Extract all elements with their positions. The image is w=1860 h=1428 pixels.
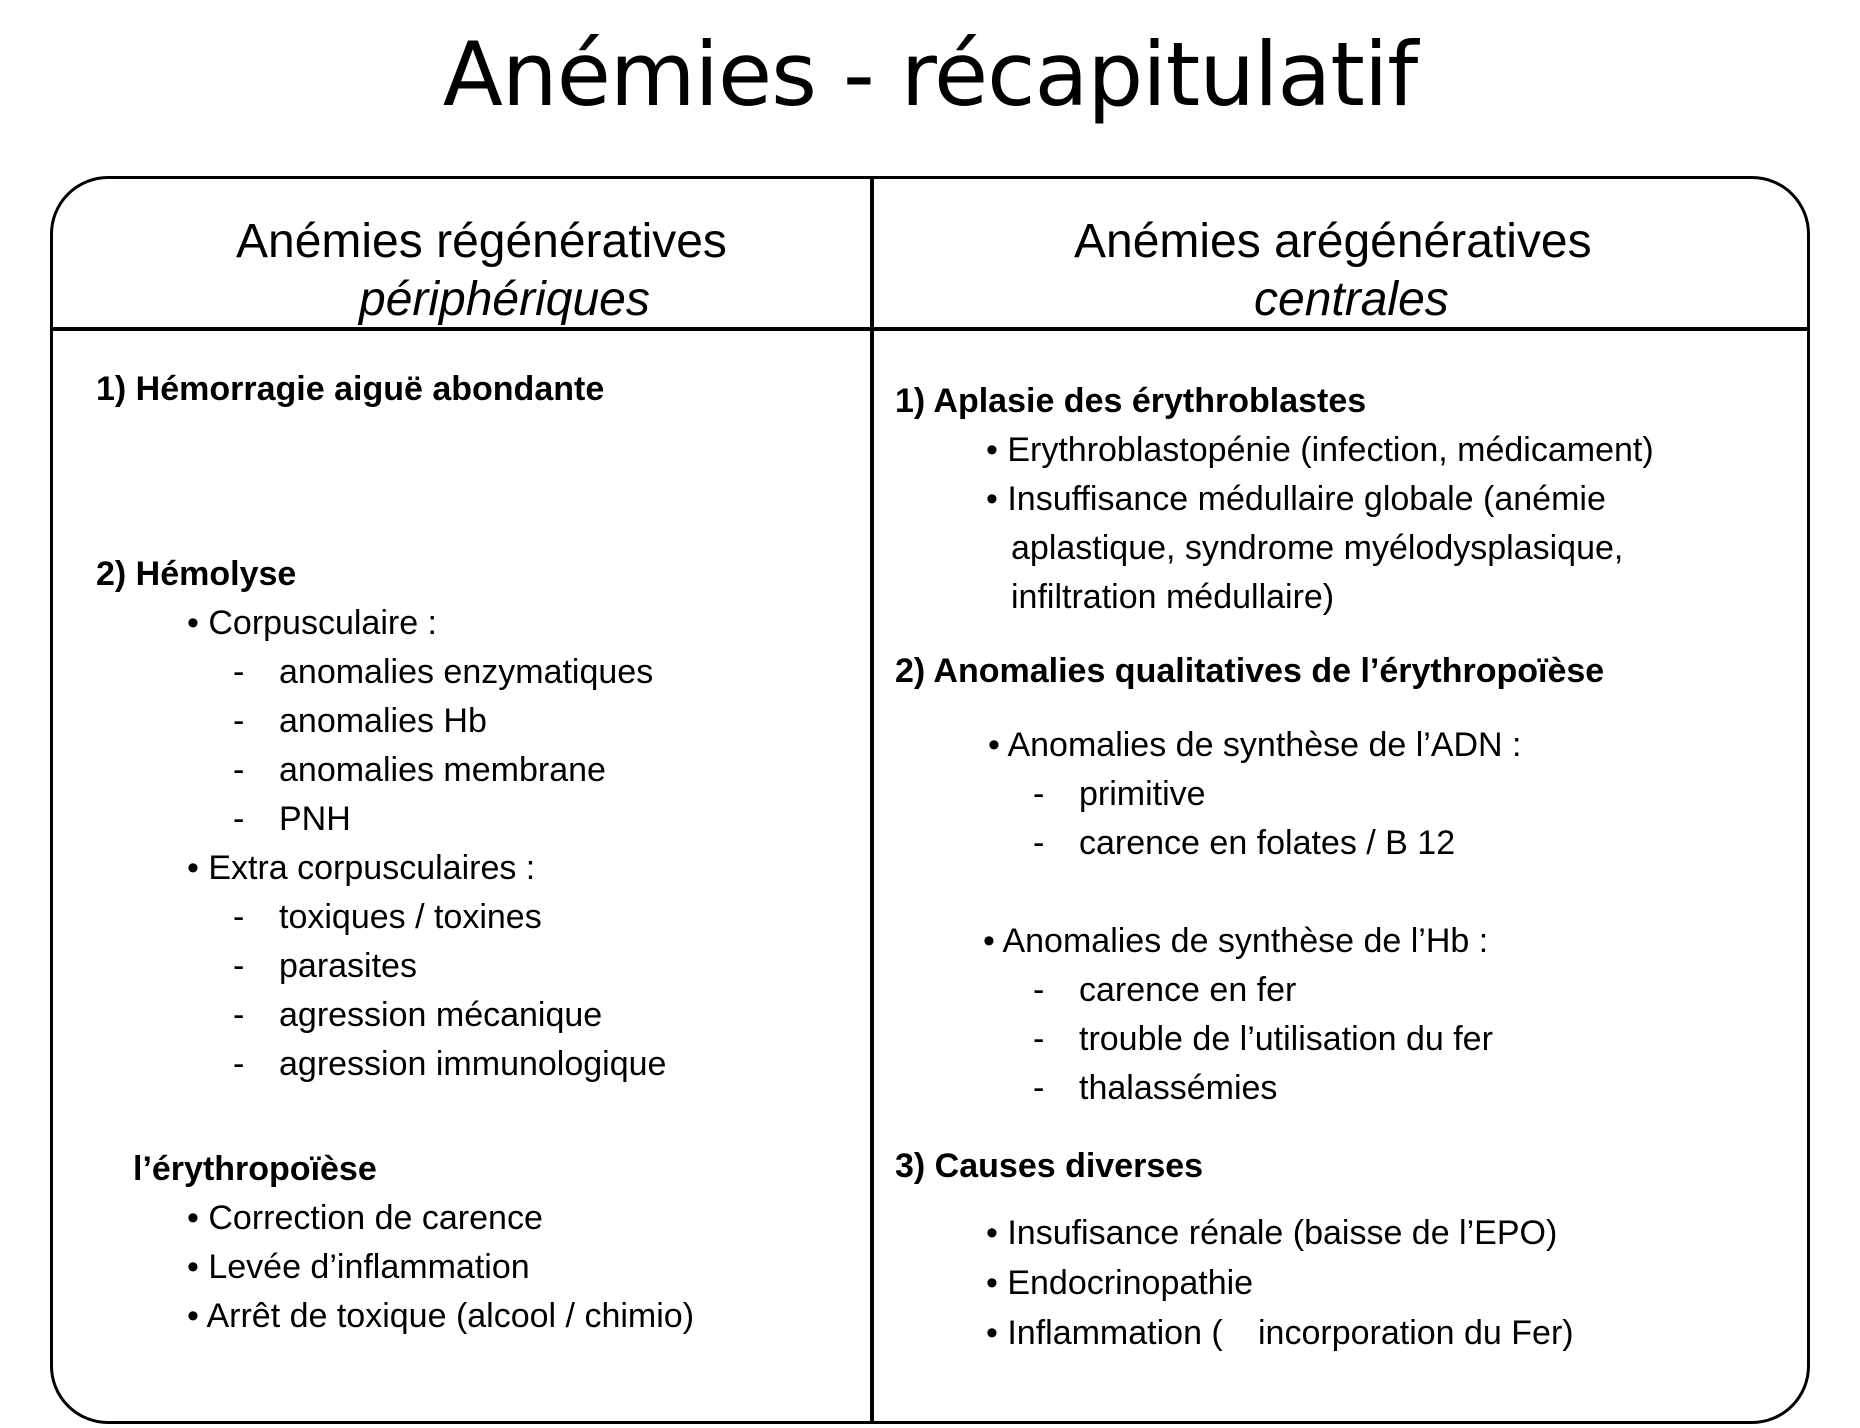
- left-column-header: [53, 213, 727, 329]
- list-item: • Insufisance rénale (baisse de l’EPO): [986, 1214, 1558, 1252]
- list-item: • Inflammation ( incorporation du Fer): [986, 1314, 1574, 1352]
- right-header-subtitle: centrales: [1254, 273, 1449, 326]
- section-hemolyse: 2) Hémolyse: [96, 555, 297, 593]
- list-item-continuation: infiltration médullaire): [1011, 578, 1335, 616]
- list-item: • Levée d’inflammation: [187, 1248, 530, 1286]
- section-causes-diverses: 3) Causes diverses: [895, 1147, 1204, 1185]
- bullet-hb: • Anomalies de synthèse de l’Hb :: [983, 922, 1489, 960]
- list-item: • Erythroblastopénie (infection, médicament): [986, 431, 1654, 469]
- section-anomalies-qualitatives: 2) Anomalies qualitatives de l’érythropoïèse: [895, 652, 1605, 690]
- bullet-extra-corpusculaires: • Extra corpusculaires :: [187, 849, 536, 887]
- summary-table: Anémies régénératives périphériques Anémies arégénératives centrales 1) Hémorragie aiguë abondante 2) Hémolyse • Corpusculaire : - anomalies enzymatiques - anomalies Hb - anomalies membrane - PNH • Extra corpusculaires : - toxiques / toxines - parasites - agression mécanique - agression immunologique l’érythropoïèse • Correction de carence • Levée d’inflammation • Arrêt de toxique (alcool / chimio) 1) Aplasie des érythroblastes • Erythroblastopénie (infection, médicament) • Insuffisance médullaire globale (anémie aplastique, syndrome myélodysplasique, infiltration médullaire) 2) Anomalies qualitatives de l’érythropoïèse • Anomalies de synthèse de l’ADN : - primitive - carence en folates / B 12 • Anomalies de synthèse de l’Hb : - carence en fer - trouble de l’utilisation du fer - thalassémies 3) Causes diverses • Insufisance rénale (baisse de l’EPO) • Endocrinopathie • Inflammation ( incorporation du Fer): [50, 176, 1810, 1424]
- section-aplasie: 1) Aplasie des érythroblastes: [895, 382, 1367, 420]
- list-item: • Endocrinopathie: [986, 1264, 1254, 1302]
- list-item: • Insuffisance médullaire globale (anémie: [986, 480, 1606, 518]
- bullet-adn: • Anomalies de synthèse de l’ADN :: [988, 726, 1522, 764]
- column-divider: [870, 179, 874, 1421]
- list-item: • Arrêt de toxique (alcool / chimio): [187, 1297, 695, 1335]
- right-header-title: Anémies arégénératives: [1074, 215, 1592, 268]
- left-header-title: Anémies régénératives: [236, 215, 727, 268]
- left-header-subtitle: périphériques: [359, 273, 650, 326]
- section-erythropoiese: l’érythropoïèse: [133, 1150, 377, 1188]
- page-title: Anémies - récapitulatif: [442, 23, 1418, 126]
- list-item: • Correction de carence: [187, 1199, 543, 1237]
- right-column-header: [874, 213, 1592, 329]
- bullet-corpusculaire: • Corpusculaire :: [187, 604, 438, 642]
- list-item-continuation: aplastique, syndrome myélodysplasique,: [1011, 529, 1624, 567]
- section-hemorragie: 1) Hémorragie aiguë abondante: [96, 370, 605, 408]
